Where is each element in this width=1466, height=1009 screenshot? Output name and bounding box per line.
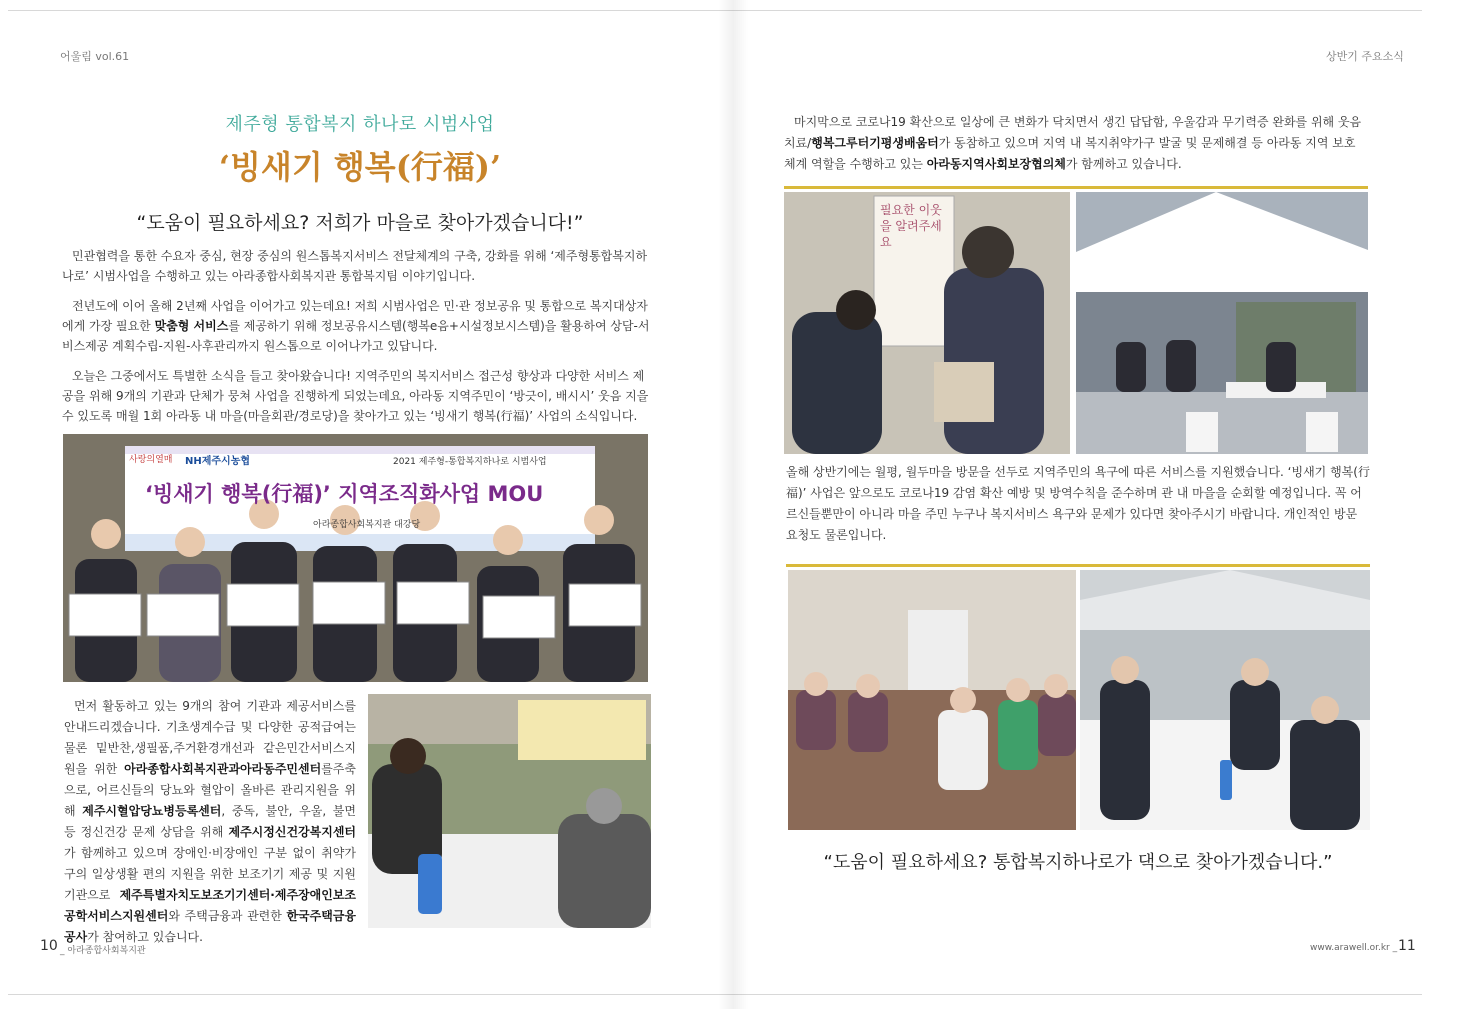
intro-text [62,246,650,436]
consultation-tent-photo [1080,570,1370,830]
banner-venue-text: 아라종합사회복지관 대강당 [313,520,421,530]
mou-photo [63,434,648,682]
paragraph-1: 민관협력을 통한 수요자 중심, 현장 중심의 원스톱복지서비스 전달체계의 구축, 강화를 위해 ‘제주형통합복지하나로’ 시범사업을 수행하고 있는 아라종합사회복지관 통합복지팀 이야기입니다. [62,249,648,283]
article-kicker: 제주형 통합복지 하나로 시범사업 [225,114,495,135]
paragraph-3: 오늘은 그중에서도 특별한 소식을 들고 찾아왔습니다! 지역주민의 복지서비스 접근성 향상과 다양한 서비스 제공을 위해 9개의 기관과 단체가 뭉쳐 사업을 진행하게 되었는데요, 아라동 지역주민이 ‘방긋이, 배시시’ 웃음 지을 수 있도록 매월 1회 아라동 내 마을(마을회관/경로당)을 찾아가고 있는 ‘빙새기 행복(行福)’ 사업의 소식입니다. [62,369,649,423]
sign-photo [784,192,1070,454]
paragraph-r1: 마지막으로 코로나19 확산으로 일상에 큰 변화가 닥치면서 생긴 답답함, 우울감과 무기력증 완화를 위해 웃음치료/행복그루터기평생배움터가 동참하고 있으며 지역 내 복지취약가구 발굴 및 문제해결 등 아라동 지역 보호 체계 역할을 수행하고 있는 아라동지역사회보장협의체가 함께하고 있습니다. [784,115,1362,171]
banner-title-text: ‘빙새기 행복(行福)’ 지역조직화사업 MOU [145,482,544,506]
banner-project-text: 2021 제주형-통합복지하나로 시범사업 [393,457,547,467]
bottom-rule [8,994,1422,995]
summer-activities-text [786,462,1370,556]
magazine-issue: 어울림 vol.61 [60,50,130,63]
top-rule [8,10,1422,11]
sign-text: 필요한 이웃을 알려주세요 [880,203,942,249]
closing-text [784,112,1370,185]
paragraph-2: 전년도에 이어 올해 2년째 사업을 이어가고 있는데요! 저희 시범사업은 민·관 정보공유 및 통합으로 복지대상자에게 가장 필요한 맞춤형 서비스를 제공하기 위해 정보공유시스템(행복e음+시설정보시스템)을 활용하여 상담-서비스제공 계획수립-지원-사후관리까지 원스톱으로 이어나가고 있답니다. [62,299,650,353]
section-label: 상반기 주요소식 [1326,50,1404,63]
page-number-right: 11 [1398,938,1416,954]
laughter-therapy-photo [788,570,1076,830]
participating-orgs-text [64,696,356,958]
footer-org-left: _ 아라종합사회복지관 [60,946,146,956]
tent-photo [1076,192,1368,454]
closing-quote: “도움이 필요하세요? 통합복지하나로가 댁으로 찾아가겠습니다.” [823,852,1333,873]
photo-strip-rule-bottom [786,564,1370,567]
banner-nh-text: NH제주시농협 [185,456,251,467]
photo-strip-rule-top [784,186,1368,189]
article-title: ‘빙새기 행복(行福)’ [218,148,502,186]
health-check-photo [368,694,651,928]
paragraph-4: 먼저 활동하고 있는 9개의 참여 기관과 제공서비스를 안내드리겠습니다. 기초생계수급 및 다양한 공적급여는 물론 밑반찬,생필품,주거환경개선과 같은민간서비스지원을 위한 아라종합사회복지관과아라동주민센터를주축으로, 어르신들의 당뇨와 혈압이 올바른 관리지원을 위해 제주시혈압당뇨병등록센터, 중독, 불안, 우울, 불면 등 정신건강 문제 상담을 위해 제주시정신건강복지센터가 함께하고 있으며 장애인·비장애인 구분 없이 취약가구의 일상생활 편의 지원을 위한 보조기기 제공 및 지원 기관으로 제주특별자치도보조기기센터·제주장애인보조공학서비스지원센터와 주택금융과 관련한 한국주택금융공사가 참여하고 있습니다. [64,699,356,944]
paragraph-r2: 올해 상반기에는 월평, 월두마을 방문을 선두로 지역주민의 욕구에 따른 서비스를 지원했습니다. ‘빙새기 행복(行福)’ 사업은 앞으로도 코로나19 감염 확산 예방 및 방역수칙을 준수하며 관 내 마을을 순회할 예정입니다. 꼭 어르신들뿐만이 아니라 마을 주민 누구나 복지서비스 욕구와 문제가 있다면 찾아주시기 바랍니다. 개인적인 방문 요청도 물론입니다. [786,465,1370,542]
spread-gutter [718,0,748,1009]
page-number-left: 10 [40,938,58,954]
footer-website: www.arawell.or.kr _ [1310,943,1398,953]
article-quote: “도움이 필요하세요? 저희가 마을로 찾아가겠습니다!” [136,212,584,234]
banner-logo-text: 사랑의열매 [129,455,173,465]
